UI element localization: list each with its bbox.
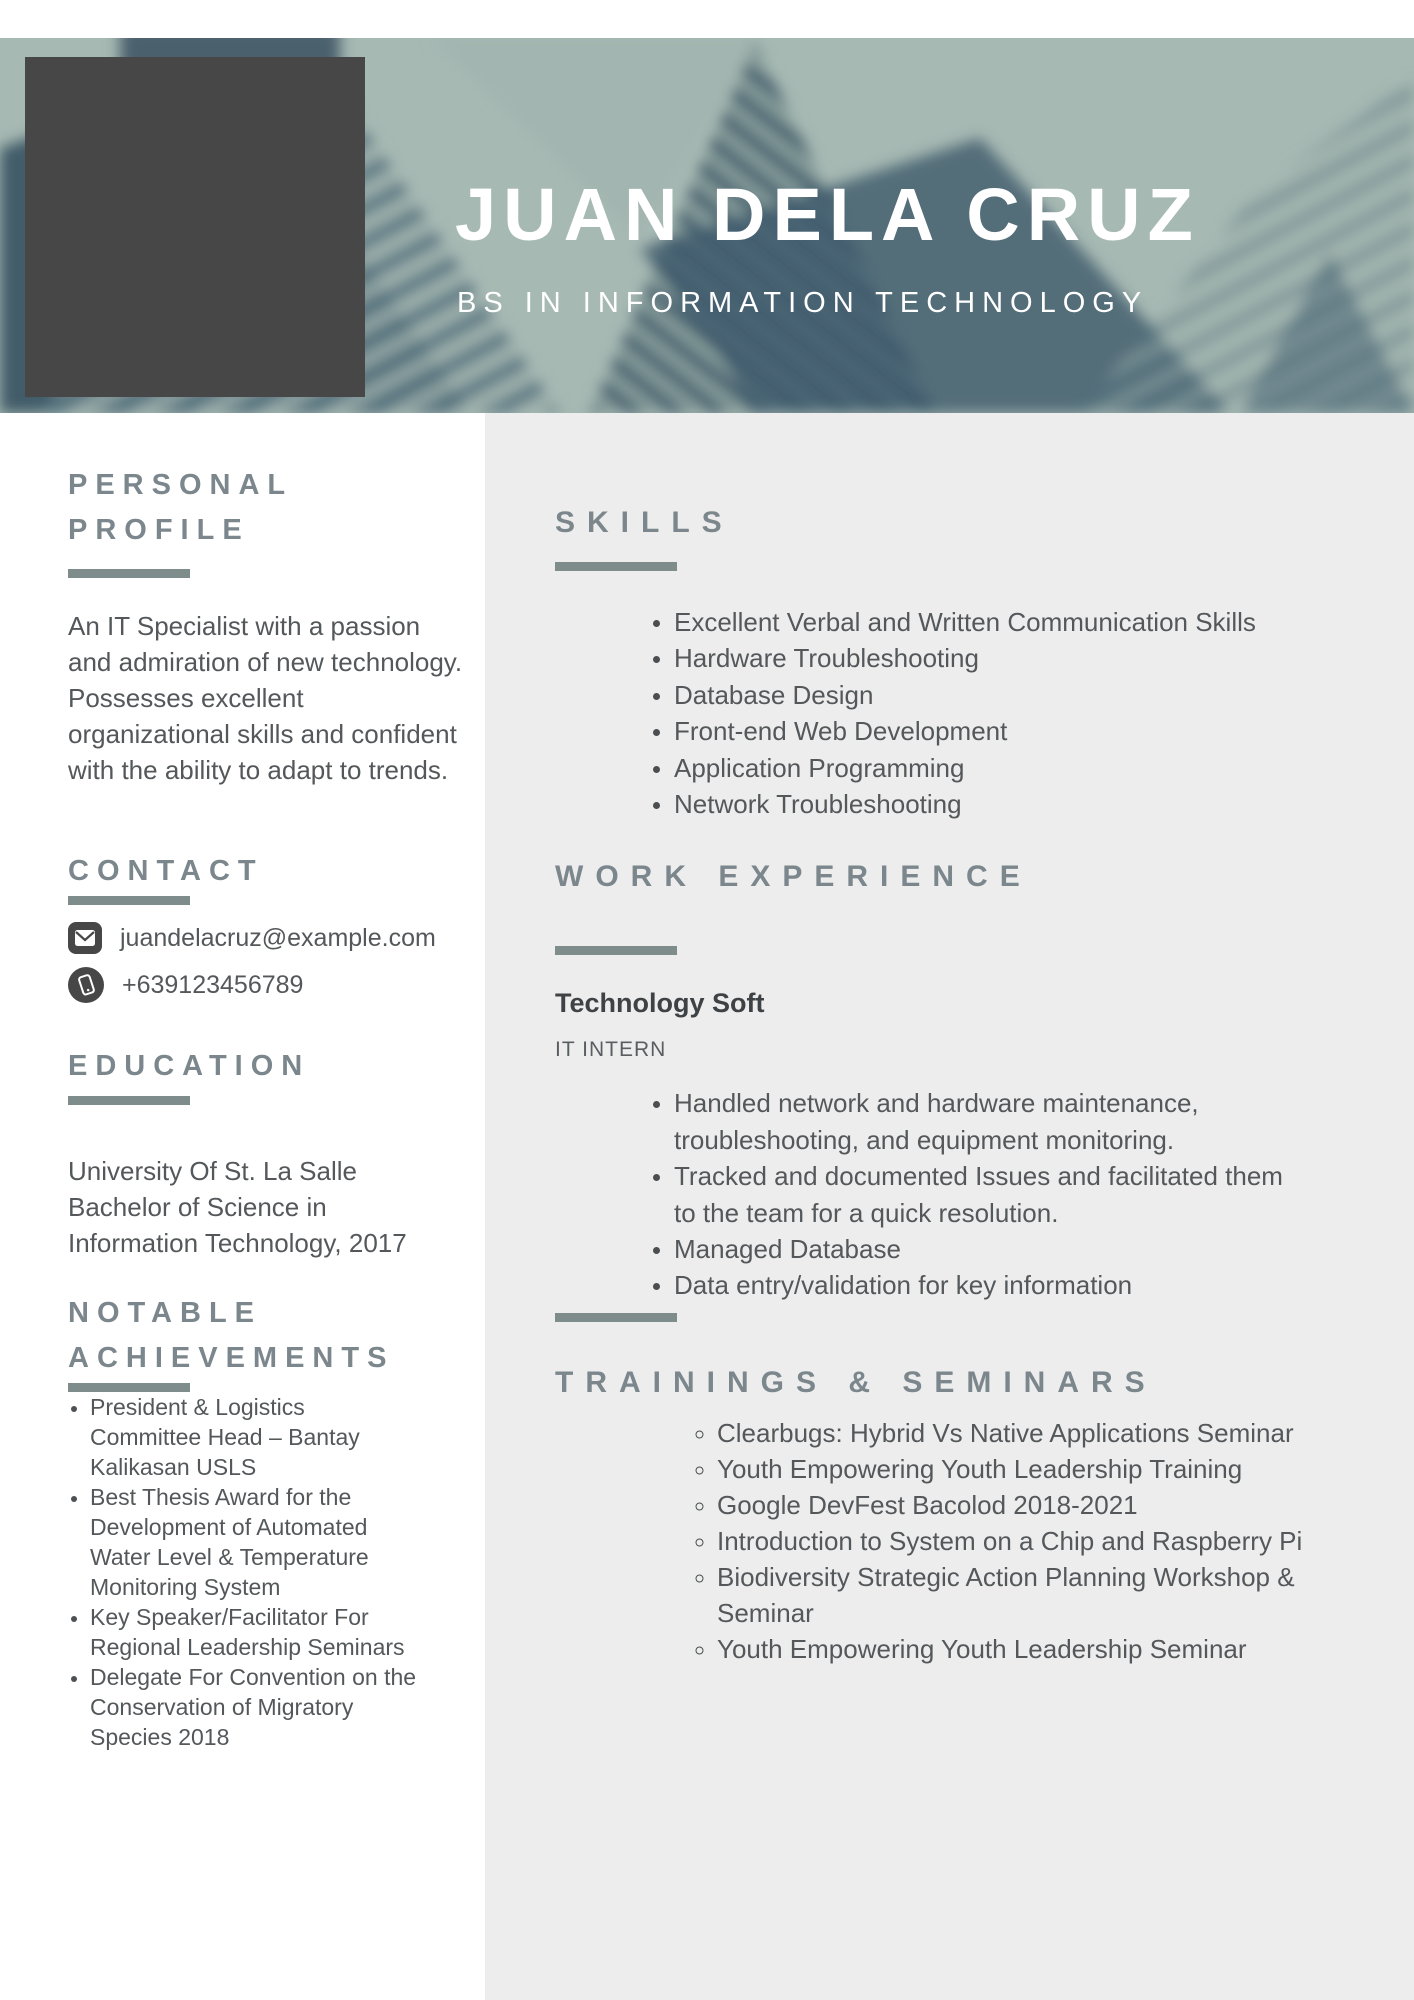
personal-profile-title-line1: PERSONAL [68,469,294,501]
personal-profile-title-line2: PROFILE [68,514,250,546]
contact-phone-row [68,967,465,1003]
header-banner [0,38,1414,413]
skills-list [639,604,1339,822]
divider-bar [68,896,190,905]
phone-value: +639123456789 [122,970,304,999]
list-item: ◦ Introduction to System on a Chip and Raspberry Pi [717,1523,1382,1559]
divider-bar [555,946,677,955]
list-item: • Excellent Verbal and Written Communication Skills [674,604,1339,640]
education-title: EDUCATION [68,1050,311,1082]
trainings-title: TRAININGS & SEMINARS [555,1365,1157,1399]
list-item: ◦ Youth Empowering Youth Leadership Training [717,1451,1382,1487]
divider-bar [68,569,190,578]
right-column [485,413,1414,2000]
achievements-list [68,1392,420,1752]
candidate-name: JUAN DELA CRUZ [455,173,1200,256]
list-item: ◦ Clearbugs: Hybrid Vs Native Applications Seminar [717,1415,1382,1451]
list-item: • Hardware Troubleshooting [674,640,1339,676]
list-item: • Tracked and documented Issues and facilitated them to the team for a quick resolution. [674,1158,1311,1231]
envelope-icon [68,922,102,954]
list-item: • President & Logistics Committee Head – Bantay Kalikasan USLS [90,1392,420,1482]
list-item: • Application Programming [674,750,1339,786]
list-item: • Delegate For Convention on the Conservation of Migratory Species 2018 [90,1662,420,1752]
education-line: Bachelor of Science in [68,1192,327,1222]
list-item: ◦ Google DevFest Bacolod 2018-2021 [717,1487,1382,1523]
work-experience-list [639,1085,1311,1303]
divider-bar [555,1313,677,1322]
candidate-degree: BS IN INFORMATION TECHNOLOGY [457,287,1149,319]
profile-photo-placeholder [25,57,365,397]
work-experience-title: WORK EXPERIENCE [555,860,1032,894]
list-item: ◦ Biodiversity Strategic Action Planning Workshop & Seminar [717,1559,1382,1631]
education-line: Information Technology, 2017 [68,1228,407,1258]
list-item: • Best Thesis Award for the Development of Automated Water Level & Temperature Monitoring System [90,1482,420,1602]
achievements-title-line2: ACHIEVEMENTS [68,1342,395,1374]
personal-profile-title [68,463,465,553]
list-item: • Front-end Web Development [674,713,1339,749]
list-item: • Managed Database [674,1231,1311,1267]
divider-bar [68,1096,190,1105]
contact-rows [68,922,465,1003]
list-item: • Handled network and hardware maintenance, troubleshooting, and equipment monitoring. [674,1085,1311,1158]
list-item: • Database Design [674,677,1339,713]
divider-bar [555,562,677,571]
email-value: juandelacruz@example.com [120,923,436,952]
education-line: University Of St. La Salle [68,1156,357,1186]
personal-profile-text: An IT Specialist with a passion and admiration of new technology. Possesses excellent organizational skills and confident with the ability to adapt to trends. [68,611,463,785]
company-name: Technology Soft [555,988,765,1019]
list-item: • Network Troubleshooting [674,786,1339,822]
contact-title: CONTACT [68,855,264,887]
list-item: • Key Speaker/Facilitator For Regional Leadership Seminars [90,1602,420,1662]
job-role: IT INTERN [555,1038,667,1062]
achievements-title-line1: NOTABLE [68,1297,263,1329]
trainings-list [682,1415,1382,1667]
skills-title: SKILLS [555,506,734,539]
left-column [0,413,485,2000]
list-item: ◦ Youth Empowering Youth Leadership Seminar [717,1631,1382,1667]
contact-email-row [68,922,465,954]
list-item: • Data entry/validation for key information [674,1267,1311,1303]
education-text [68,1153,465,1261]
smartphone-icon [68,967,104,1003]
divider-bar [68,1383,190,1392]
achievements-title [68,1291,465,1381]
